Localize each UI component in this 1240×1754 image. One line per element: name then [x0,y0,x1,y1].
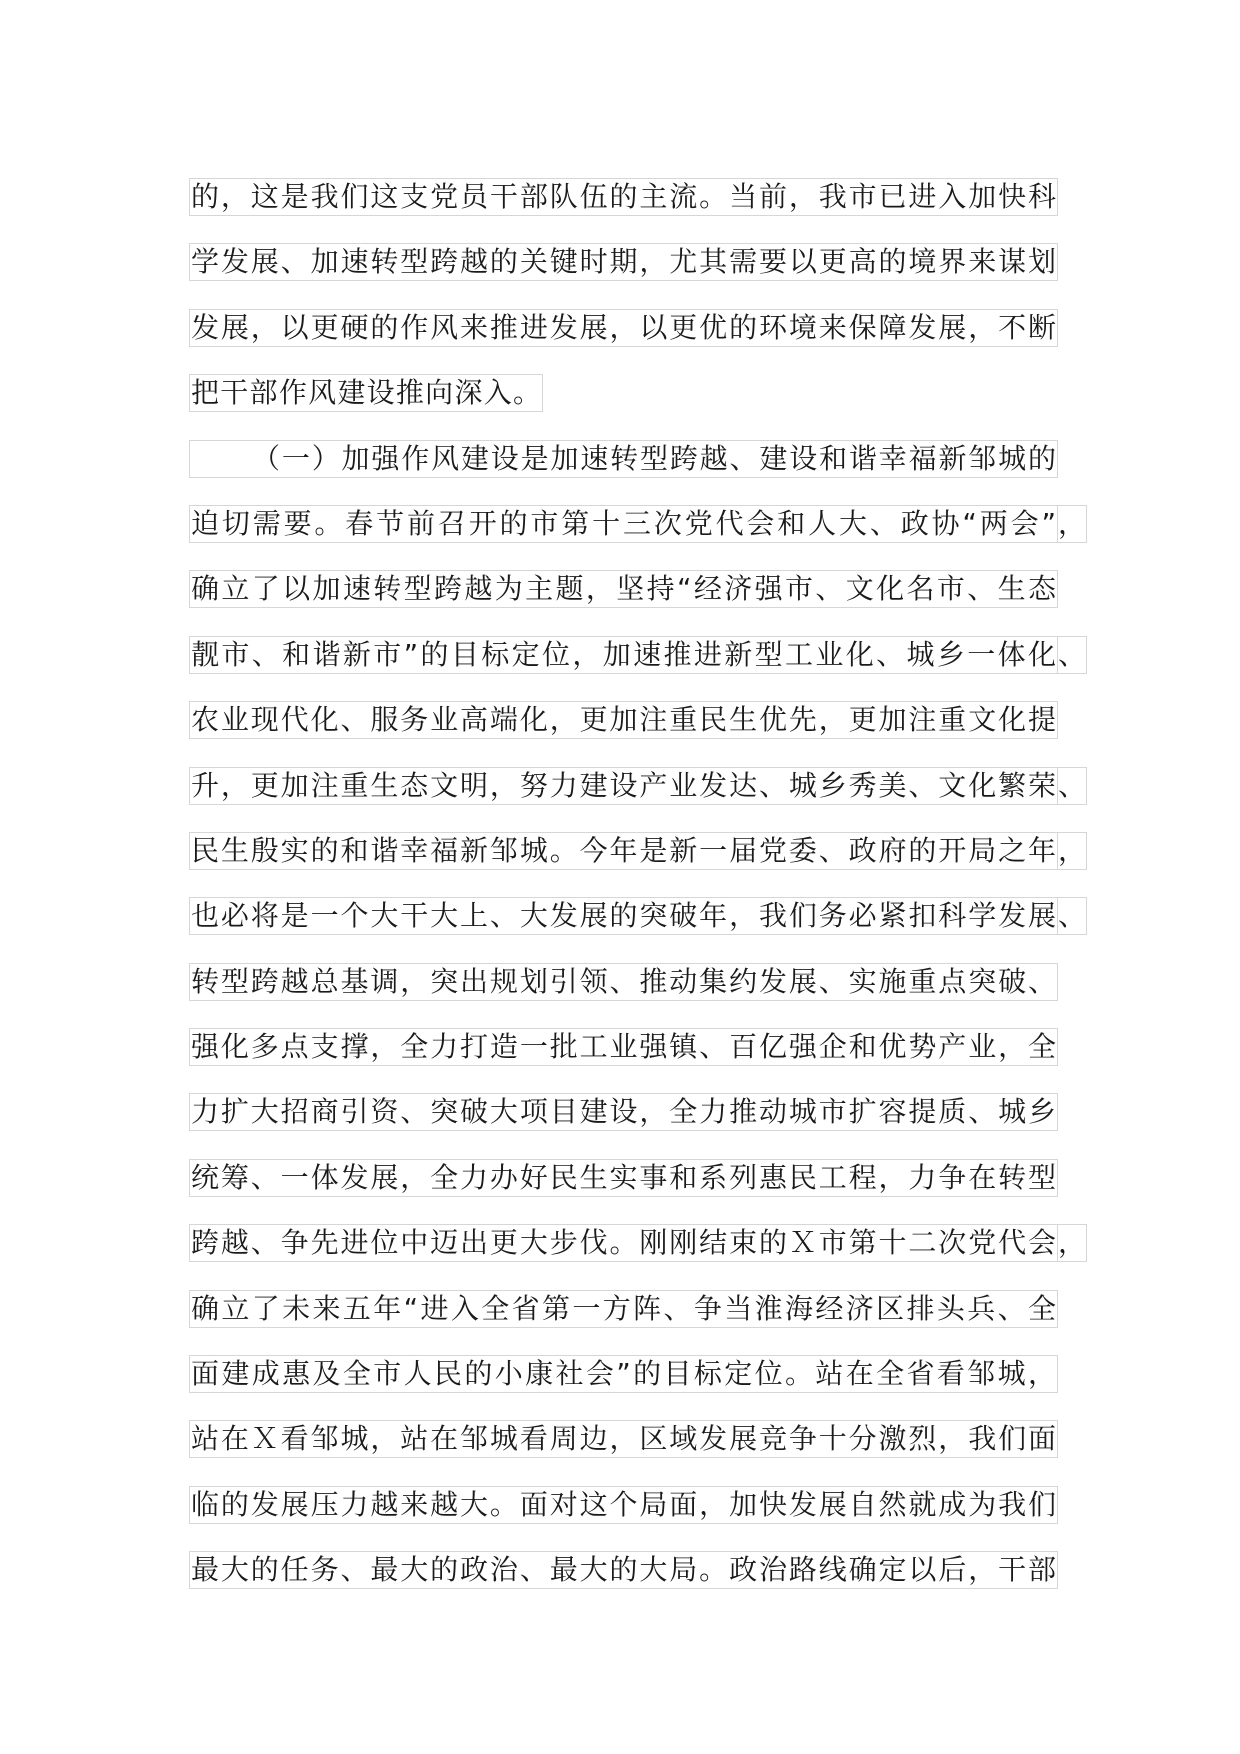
text-line: 最大的任务、最大的政治、最大的大局。政治路线确定以后，干部 [189,1551,1058,1589]
overhang-punctuation: ， [1058,505,1087,543]
text-line: 把干部作风建设推向深入。 [189,374,543,412]
text-line: 的，这是我们这支党员干部队伍的主流。当前，我市已进入加快科 [189,178,1058,216]
text-row [189,1486,1087,1524]
text-line: 确立了以加速转型跨越为主题，坚持“经济强市、文化名市、生态 [189,570,1058,608]
text-row [189,767,1087,805]
text-line: 临的发展压力越来越大。面对这个局面，加快发展自然就成为我们 [189,1486,1058,1524]
text-line: 面建成惠及全市人民的小康社会”的目标定位。站在全省看邹城， [189,1355,1058,1393]
body-text [189,178,1087,1589]
text-row [189,1290,1087,1328]
overhang-punctuation: ， [1058,832,1087,870]
text-line: 也必将是一个大干大上、大发展的突破年，我们务必紧扣科学发展 [189,897,1058,935]
text-row [189,832,1087,870]
text-row [189,636,1087,674]
text-row [189,1028,1087,1066]
overhang-punctuation: 、 [1058,767,1087,805]
text-row [189,374,1087,412]
text-line: 学发展、加速转型跨越的关键时期，尤其需要以更高的境界来谋划 [189,243,1058,281]
text-row [189,1551,1087,1589]
text-line: 强化多点支撑，全力打造一批工业强镇、百亿强企和优势产业，全 [189,1028,1058,1066]
text-line: 升，更加注重生态文明，努力建设产业发达、城乡秀美、文化繁荣 [189,767,1058,805]
text-row [189,243,1087,281]
text-line: 农业现代化、服务业高端化，更加注重民生优先，更加注重文化提 [189,701,1058,739]
overhang-punctuation: ， [1058,1224,1087,1262]
text-line: 确立了未来五年“进入全省第一方阵、争当淮海经济区排头兵、全 [189,1290,1058,1328]
text-row [189,1159,1087,1197]
text-line: 统筹、一体发展，全力办好民生实事和系列惠民工程，力争在转型 [189,1159,1058,1197]
text-row [189,570,1087,608]
text-row [189,1093,1087,1131]
text-line: 力扩大招商引资、突破大项目建设，全力推动城市扩容提质、城乡 [189,1093,1058,1131]
text-line: 民生殷实的和谐幸福新邹城。今年是新一届党委、政府的开局之年 [189,832,1058,870]
text-row [189,440,1087,478]
text-line: 转型跨越总基调，突出规划引领、推动集约发展、实施重点突破、 [189,963,1058,1001]
text-row [189,1355,1087,1393]
text-row [189,1224,1087,1262]
text-line: 跨越、争先进位中迈出更大步伐。刚刚结束的Ｘ市第十二次党代会 [189,1224,1058,1262]
text-row [189,505,1087,543]
text-row [189,178,1087,216]
text-row [189,1420,1087,1458]
overhang-punctuation: 、 [1058,897,1087,935]
text-row [189,897,1087,935]
text-row [189,963,1087,1001]
text-line: 靓市、和谐新市”的目标定位，加速推进新型工业化、城乡一体化 [189,636,1058,674]
text-line: 站在Ｘ看邹城，站在邹城看周边，区域发展竞争十分激烈，我们面 [189,1420,1058,1458]
text-row [189,701,1087,739]
text-line: 发展，以更硬的作风来推进发展，以更优的环境来保障发展，不断 [189,309,1058,347]
section-heading-line: （一）加强作风建设是加速转型跨越、建设和谐幸福新邹城的 [189,440,1058,478]
overhang-punctuation: 、 [1058,636,1087,674]
text-line: 迫切需要。春节前召开的市第十三次党代会和人大、政协“两会” [189,505,1058,543]
text-row [189,309,1087,347]
